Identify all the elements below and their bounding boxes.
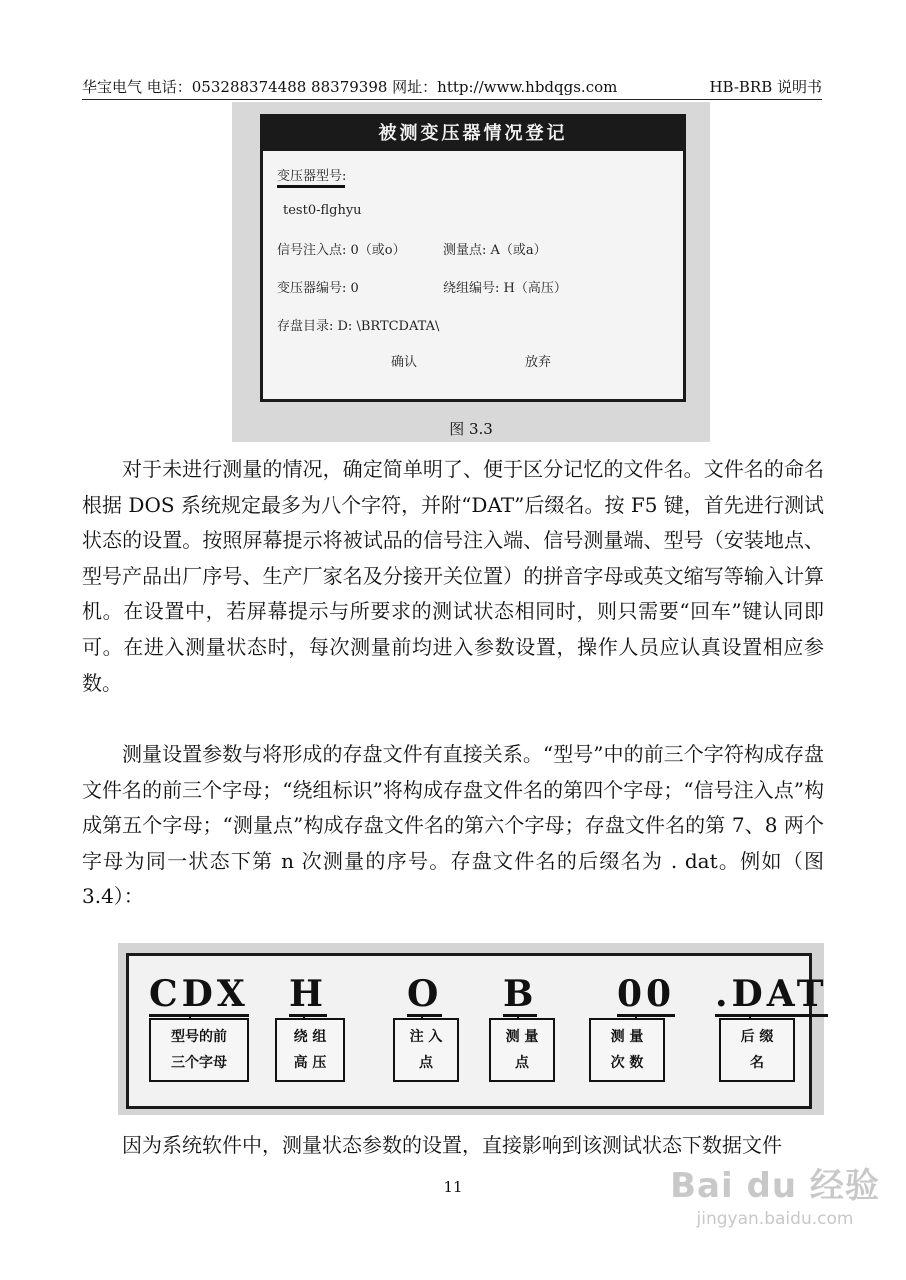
code-winding: H: [289, 973, 328, 1015]
label-line: 高 压: [293, 1055, 327, 1071]
header-company: 华宝电气 电话：053288374488 88379398 网址：http://www.hbdqgs.com: [82, 78, 618, 96]
code-injection: O: [407, 973, 443, 1015]
watermark-url: jingyan.baidu.com: [696, 1209, 854, 1229]
label-count: [589, 1018, 665, 1082]
figure-3-3: [232, 102, 710, 442]
figure-3-3-caption: 图 3.3: [449, 420, 493, 438]
signal-point-field[interactable]: 信号注入点: 0（或o）: [277, 243, 406, 258]
label-injection: [393, 1018, 459, 1082]
label-winding: [275, 1018, 345, 1082]
label-line: 名: [750, 1055, 764, 1071]
confirm-button[interactable]: 确认: [391, 355, 418, 370]
paragraph-1: 对于未进行测量的情况，确定简单明了、便于区分记忆的文件名。文件名的命名根据 DOS 系统规定最多为八个字符，并附“DAT”后缀名。按 F5 键，首先进行测试状态的设置。按照屏幕提示将被试品的信号注入端、信号测量端、型号（安装地点、型号产品出厂序号、生产厂家名及分接开关位置）的拼音字母或英文缩写等输入计算机。在设置中，若屏幕提示与所要求的测试状态相同时，则只需要“回车”键认同即可。在进入测量状态时，每次测量前均进入参数设置，操作人员应认真设置相应参数。: [82, 457, 824, 695]
label-model: [149, 1018, 249, 1082]
measure-point-field[interactable]: 测量点: A（或a）: [443, 243, 547, 258]
code-model: CDX: [149, 973, 249, 1015]
label-extension: [719, 1018, 795, 1082]
paragraph-3: 因为系统软件中，测量状态参数的设置，直接影响到该测试状态下数据文件: [122, 1133, 782, 1157]
label-line: 次 数: [610, 1055, 644, 1071]
label-line: 绕 组: [293, 1029, 327, 1045]
label-line: 测 量: [610, 1029, 644, 1045]
label-line: 三个字母: [171, 1055, 227, 1071]
label-line: 测 量: [505, 1029, 539, 1045]
page-number: 11: [443, 1178, 463, 1196]
code-measure: B: [503, 973, 538, 1015]
header-doc-title: HB-BRB 说明书: [709, 78, 822, 96]
label-line: 型号的前: [171, 1029, 227, 1045]
paragraph-2: 测量设置参数与将形成的存盘文件有直接关系。“型号”中的前三个字符构成存盘文件名的前三个字母；“绕组标识”将构成存盘文件名的第四个字母；“信号注入点”构成第五个字母；“测量点”构成存盘文件名的第六个字母；存盘文件名的第 7、8 两个字母为同一状态下第 n 次测量的序号。存盘文件名的后缀名为 . dat。例如（图 3.4）：: [82, 742, 824, 909]
label-line: 点: [419, 1055, 433, 1071]
baidu-watermark: [660, 1158, 890, 1229]
filename-breakdown: [126, 953, 828, 1109]
model-label: 变压器型号:: [277, 169, 347, 184]
transformer-no-field[interactable]: 变压器编号: 0: [277, 281, 359, 296]
label-measure: [489, 1018, 555, 1082]
label-line: 点: [515, 1055, 529, 1071]
label-line: 注 入: [409, 1029, 443, 1045]
watermark-logo-text: Bai du 经验: [670, 1166, 880, 1206]
code-extension: .DAT: [715, 973, 828, 1015]
page-header: [82, 78, 822, 100]
cancel-button[interactable]: 放弃: [525, 355, 552, 370]
label-line: 后 缀: [740, 1029, 774, 1045]
registration-dialog: [260, 114, 686, 402]
winding-no-field[interactable]: 绕组编号: H（高压）: [443, 281, 567, 296]
figure-3-4: [118, 943, 828, 1115]
save-dir-field[interactable]: 存盘目录: D: \BRTCDATA\: [277, 319, 440, 334]
dialog-title: 被测变压器情况登记: [263, 117, 683, 151]
code-count: 00: [617, 973, 676, 1015]
focus-underline: [277, 185, 345, 188]
model-value[interactable]: test0-flghyu: [283, 203, 362, 218]
